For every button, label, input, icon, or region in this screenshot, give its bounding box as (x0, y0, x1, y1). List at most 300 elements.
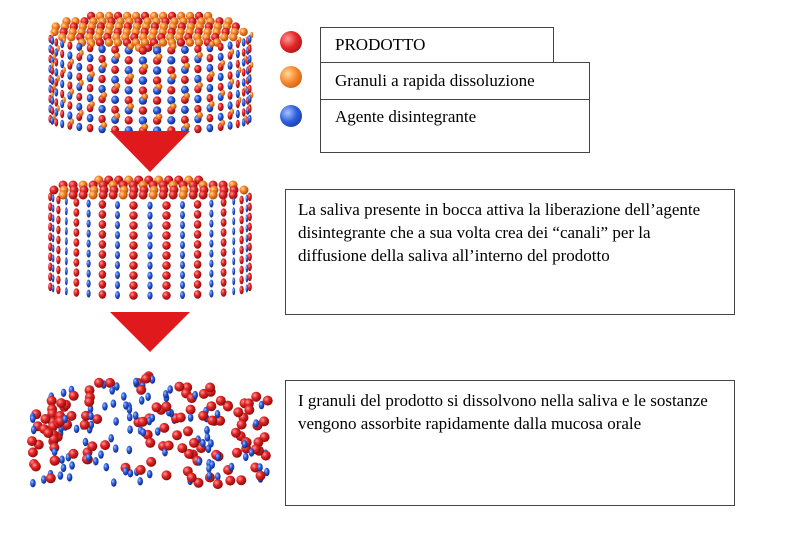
granule (65, 217, 68, 225)
granule (125, 86, 133, 94)
granule (123, 401, 129, 409)
granule (248, 105, 252, 113)
granule (113, 444, 119, 452)
granule (248, 193, 252, 202)
granule (69, 461, 75, 469)
granule (239, 226, 243, 235)
granule (65, 287, 68, 295)
granule (73, 268, 79, 277)
granule (54, 88, 58, 96)
granule (129, 191, 138, 200)
granule (87, 280, 91, 288)
granule (238, 37, 241, 43)
granule (52, 194, 55, 202)
granule (87, 290, 91, 298)
granule (231, 428, 241, 438)
granule (50, 47, 54, 55)
orange-sphere-icon (280, 66, 302, 88)
granule (232, 217, 235, 225)
granule (54, 118, 58, 126)
granule (236, 50, 240, 58)
granule (192, 391, 198, 399)
granule (218, 43, 224, 51)
granule (236, 475, 246, 485)
granule (28, 447, 38, 457)
granule (197, 112, 203, 118)
granule (69, 391, 79, 401)
granule (115, 201, 120, 209)
granule (73, 248, 79, 257)
granule (65, 247, 68, 255)
granule (163, 390, 169, 398)
granule (207, 416, 217, 426)
granule (129, 241, 137, 250)
granule (99, 270, 107, 279)
granule (209, 461, 215, 469)
granule (87, 124, 94, 132)
granule (236, 110, 240, 118)
granule (209, 250, 213, 258)
granule (209, 260, 213, 268)
granule (243, 453, 249, 461)
granule (221, 218, 227, 227)
granule (167, 116, 175, 124)
granule (115, 241, 120, 249)
down-arrow-icon (110, 312, 190, 352)
granule (147, 242, 152, 250)
granule (87, 250, 91, 258)
granule (239, 246, 243, 255)
granule (236, 60, 240, 68)
granule (60, 120, 64, 128)
granule (230, 78, 234, 84)
granule (92, 414, 102, 424)
granule (207, 124, 214, 132)
granule (101, 62, 107, 68)
granule (139, 396, 145, 404)
granule (189, 438, 199, 448)
granule (180, 281, 185, 289)
granule (229, 463, 235, 471)
granule (111, 478, 117, 486)
granule (105, 38, 113, 46)
granule (197, 82, 203, 88)
granule (109, 191, 118, 200)
granule (207, 114, 214, 122)
granule (155, 427, 161, 435)
step-description-box: La saliva presente in bocca attiva la liberazione dell’agente disintegrante che a sua volta crea dei “canali” per la diffusione della saliva all’interno del prodotto (285, 189, 735, 315)
granule (93, 457, 99, 465)
granule (56, 398, 66, 408)
granule (133, 411, 139, 419)
granule (139, 191, 148, 200)
granule (199, 191, 208, 200)
granule (89, 191, 98, 200)
granule (180, 291, 185, 299)
granule (239, 196, 243, 205)
granule (65, 267, 68, 275)
granule (98, 45, 105, 53)
granule (248, 233, 252, 242)
granule (239, 236, 243, 245)
granule (209, 101, 214, 107)
granule (183, 426, 193, 436)
granule (159, 423, 169, 433)
granule (60, 110, 64, 118)
granule (125, 56, 133, 64)
granule (209, 71, 214, 77)
granule (50, 97, 54, 105)
granule (56, 216, 60, 225)
granule (180, 221, 185, 229)
granule (239, 206, 243, 215)
granule (69, 191, 78, 200)
granule (43, 428, 53, 438)
granule (228, 121, 233, 129)
granule (236, 90, 240, 98)
granule (114, 113, 120, 119)
granule (232, 227, 235, 235)
granule (221, 208, 227, 217)
granule (129, 281, 137, 290)
legend-label-prodotto: PRODOTTO (320, 27, 554, 63)
granule (172, 430, 182, 440)
granule (239, 266, 243, 275)
granule (218, 73, 224, 81)
granule (79, 80, 84, 86)
granule (194, 65, 201, 73)
granule (65, 257, 68, 265)
granule (52, 284, 55, 292)
granule (232, 207, 235, 215)
granule (232, 237, 235, 245)
granule (52, 214, 55, 222)
granule (99, 250, 107, 259)
granule (98, 75, 105, 83)
granule (54, 38, 58, 46)
granule (167, 385, 173, 393)
granule (133, 378, 139, 386)
granule (67, 71, 72, 79)
granule (181, 76, 189, 84)
granule (70, 58, 74, 64)
granule (170, 73, 177, 79)
granule (52, 204, 55, 212)
granule (206, 401, 216, 411)
granule (139, 76, 147, 84)
blue-sphere-icon (280, 105, 302, 127)
granule (73, 218, 79, 227)
granule (194, 200, 202, 209)
granule (73, 288, 79, 297)
granule (221, 258, 227, 267)
granule (209, 230, 213, 238)
granule (209, 200, 213, 208)
granule (242, 48, 246, 56)
granule (60, 90, 64, 98)
granule (99, 200, 107, 209)
granule (40, 414, 50, 424)
legend-label-agente: Agente disintegrante (320, 99, 590, 153)
granule (209, 240, 213, 248)
granule (27, 436, 37, 446)
granule (129, 231, 137, 240)
granule (80, 420, 90, 430)
granule (83, 438, 89, 446)
granule (181, 106, 189, 114)
granule (184, 123, 190, 129)
granule (48, 193, 52, 202)
granule (115, 251, 120, 259)
granule (153, 66, 161, 74)
granule (115, 221, 120, 229)
granule (56, 256, 60, 265)
granule (87, 84, 94, 92)
granule (129, 201, 137, 210)
granule (100, 440, 110, 450)
granule (99, 220, 107, 229)
granule (56, 196, 60, 205)
granule (119, 191, 128, 200)
granule (228, 91, 233, 99)
granule (99, 290, 107, 299)
granule (54, 98, 58, 106)
granule (73, 278, 79, 287)
granule (115, 291, 120, 299)
granule (239, 276, 243, 285)
granule (162, 261, 170, 270)
granule (56, 246, 60, 255)
granule (73, 258, 79, 267)
granule (48, 223, 52, 232)
granule (207, 471, 213, 479)
granule (180, 211, 185, 219)
granule (76, 123, 82, 131)
granule (102, 402, 108, 410)
granule (99, 260, 107, 269)
granule (56, 276, 60, 285)
granule (111, 66, 119, 74)
granule (187, 473, 197, 483)
granule (249, 448, 255, 456)
granule (250, 32, 253, 38)
granule (68, 449, 78, 459)
granule (125, 116, 133, 124)
granule (87, 220, 91, 228)
granule (232, 277, 235, 285)
granule (127, 103, 134, 109)
granule (248, 75, 252, 83)
granule (194, 240, 202, 249)
granule (57, 75, 60, 81)
granule (250, 62, 253, 68)
granule (150, 414, 156, 422)
granule (221, 278, 227, 287)
granule (248, 45, 252, 53)
granule (237, 420, 247, 430)
granule (48, 203, 52, 212)
granule (67, 41, 72, 49)
granule (67, 33, 75, 41)
granule (127, 43, 134, 49)
granule (87, 114, 94, 122)
granule (230, 48, 234, 54)
granule (188, 413, 194, 421)
granule (127, 73, 134, 79)
granule (73, 238, 79, 247)
granule (147, 470, 153, 478)
granule (250, 92, 253, 98)
granule (147, 222, 152, 230)
granule (221, 288, 227, 297)
granule (169, 191, 178, 200)
granule (216, 396, 226, 406)
granule (79, 50, 84, 56)
granule (229, 33, 237, 41)
granule (56, 226, 60, 235)
granule (74, 425, 80, 433)
granule (242, 440, 248, 448)
granule (146, 457, 156, 467)
dissolved-granules (27, 371, 273, 489)
granule (129, 211, 137, 220)
granule (48, 273, 52, 282)
granule (218, 103, 224, 111)
granule (232, 287, 235, 295)
granule (184, 63, 190, 69)
granule (67, 411, 77, 421)
granule (253, 419, 259, 427)
granule (159, 191, 168, 200)
granule (50, 37, 54, 45)
granule (238, 97, 241, 103)
granule (207, 84, 214, 92)
granule (60, 60, 64, 68)
granule (54, 68, 58, 76)
granule (221, 248, 227, 257)
granule (59, 456, 65, 464)
granule (52, 254, 55, 262)
granule (73, 228, 79, 237)
granule (162, 231, 170, 240)
granule (162, 221, 170, 230)
granule (186, 38, 194, 46)
granule (236, 120, 240, 128)
granule (141, 374, 151, 384)
granule (79, 191, 88, 200)
granule (200, 439, 206, 447)
granule (176, 413, 186, 423)
granule (194, 230, 202, 239)
granule (56, 266, 60, 275)
granule (98, 450, 104, 458)
granule (248, 252, 252, 261)
granule (194, 260, 202, 269)
granule (219, 191, 228, 200)
granule (240, 186, 249, 195)
granule (248, 223, 252, 232)
granule (115, 281, 120, 289)
granule (62, 415, 68, 423)
granule (63, 97, 66, 103)
granule (89, 71, 94, 77)
granule (161, 402, 171, 412)
granule (232, 267, 235, 275)
granule (180, 231, 185, 239)
granule (248, 213, 252, 222)
granule (147, 272, 152, 280)
granule (162, 291, 170, 300)
granule (67, 473, 73, 481)
granule (115, 211, 120, 219)
granule (180, 251, 185, 259)
granule (142, 123, 149, 129)
granule (41, 475, 47, 483)
granule (57, 45, 60, 51)
granule (215, 453, 221, 461)
granule (31, 462, 41, 472)
granule (46, 473, 56, 483)
granule (65, 237, 68, 245)
granule (99, 240, 107, 249)
granule (89, 41, 94, 47)
granule (30, 479, 36, 487)
granule (147, 292, 152, 300)
granule (87, 240, 91, 248)
granule (162, 271, 170, 280)
granule (114, 38, 122, 46)
granule (87, 54, 94, 62)
granule (60, 50, 64, 58)
granule (129, 261, 137, 270)
granule (99, 191, 108, 200)
granule (153, 96, 161, 104)
granule (113, 417, 119, 425)
intact-tablet (48, 12, 253, 135)
granule (180, 261, 185, 269)
granule (48, 263, 52, 272)
granule (76, 63, 82, 71)
granule (94, 378, 104, 388)
granule (147, 252, 152, 260)
granule (194, 270, 202, 279)
granule (73, 208, 79, 217)
granule (31, 426, 37, 434)
granule (232, 197, 235, 205)
granule (186, 405, 196, 415)
granule (221, 238, 227, 247)
granule (115, 261, 120, 269)
granule (115, 271, 120, 279)
granule (57, 105, 60, 111)
granule (50, 456, 60, 466)
granule (156, 113, 163, 119)
granule (105, 378, 115, 388)
granule (209, 270, 213, 278)
granule (228, 61, 233, 69)
granule (156, 83, 163, 89)
granule (99, 230, 107, 239)
granule (244, 405, 254, 415)
granule (65, 197, 68, 205)
granule (63, 67, 66, 73)
granule (239, 286, 243, 295)
granule (87, 260, 91, 268)
granule (114, 83, 120, 89)
granule (99, 210, 107, 219)
granule (147, 232, 152, 240)
granule (147, 262, 152, 270)
